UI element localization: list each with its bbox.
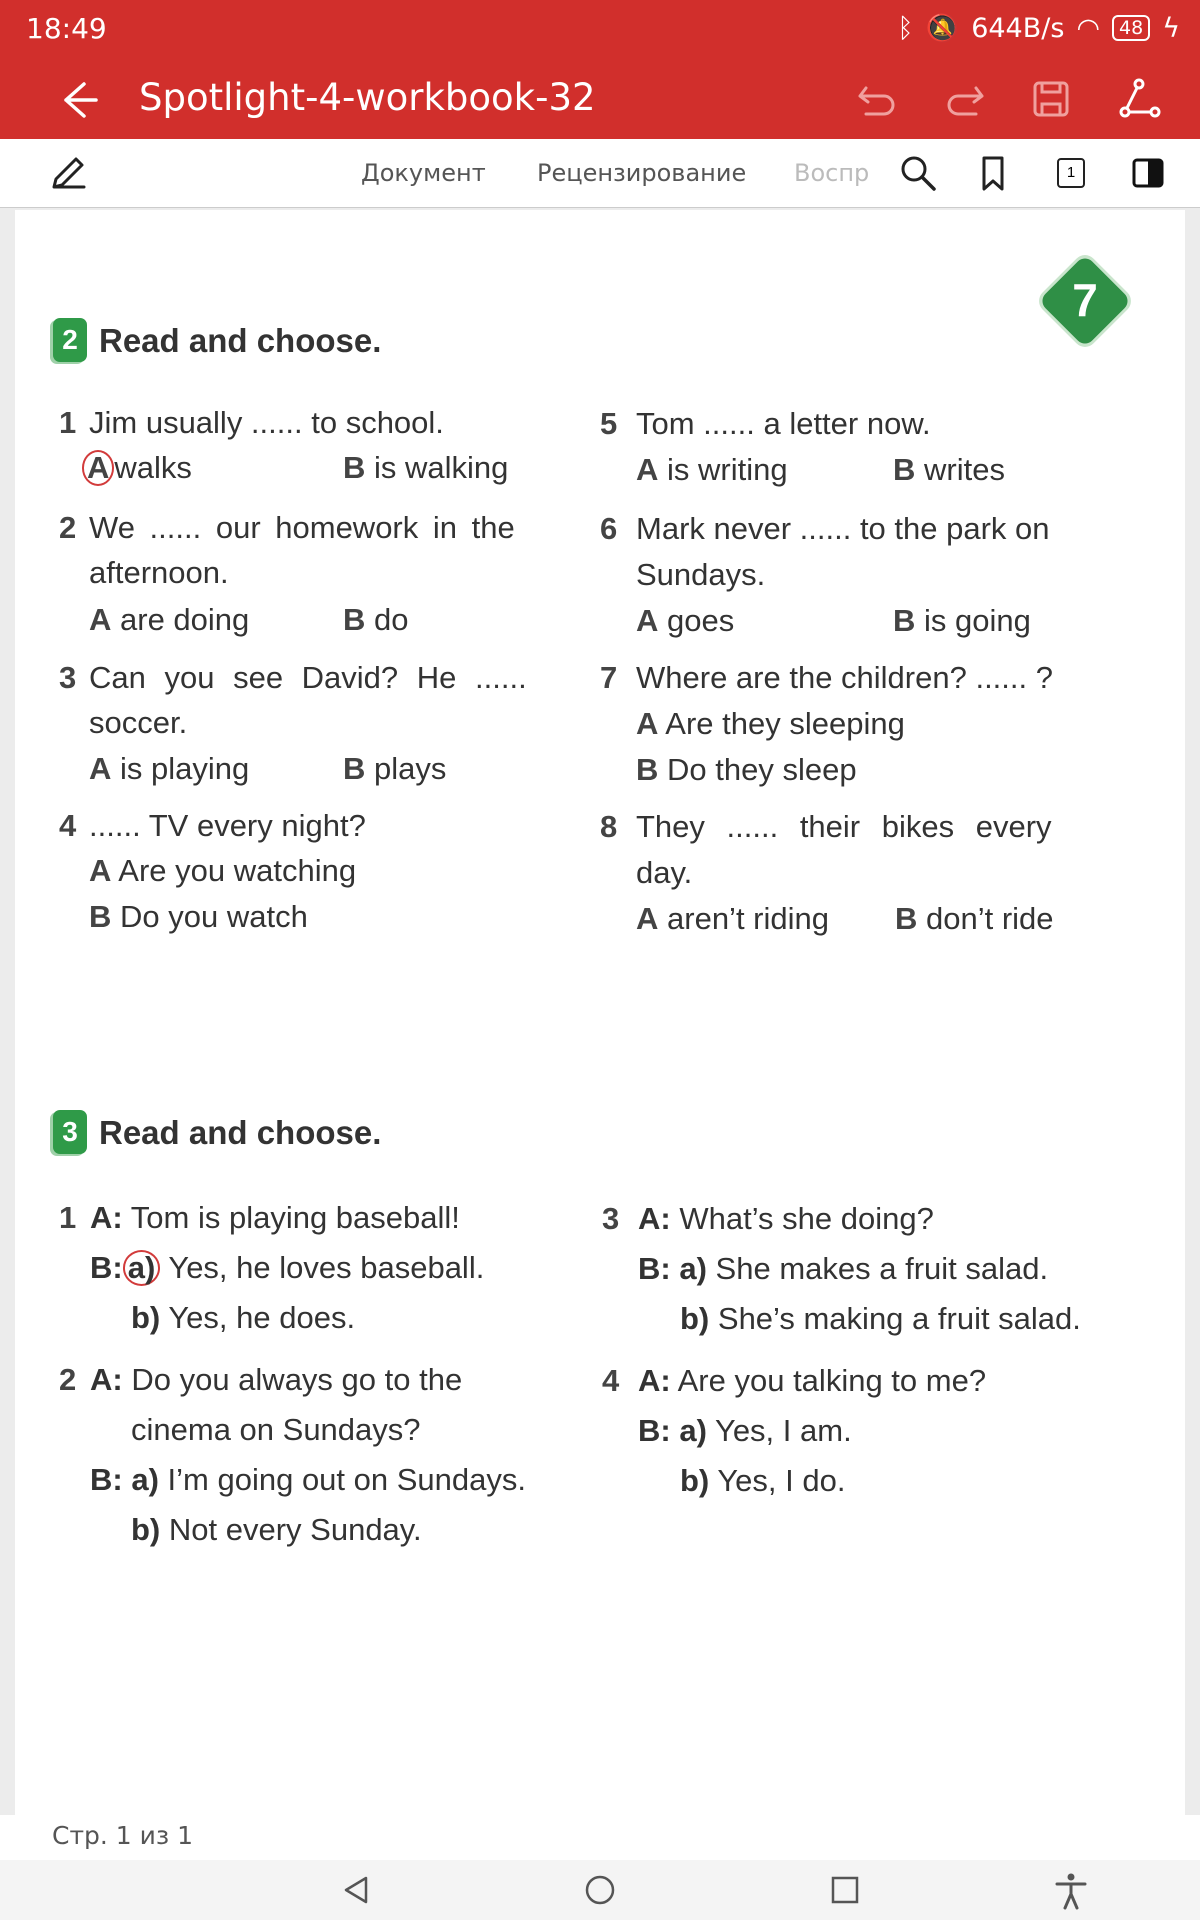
document-title: Spotlight-4-workbook-32 xyxy=(139,76,596,119)
system-nav-bar xyxy=(0,1860,1200,1920)
ex2-item-question: Can you see David? He ...... xyxy=(89,660,527,695)
ex2-option-a: A is playing xyxy=(89,751,250,786)
app-bar xyxy=(0,0,1200,139)
ex2-item-question-cont: day. xyxy=(636,855,693,890)
accessibility-icon[interactable] xyxy=(1051,1870,1091,1910)
ex2-option-a: A are doing xyxy=(89,602,250,637)
bookmark-icon[interactable] xyxy=(973,153,1013,193)
ex2-item-number: 2 xyxy=(59,510,77,545)
ex2-option-a: A Are they sleeping xyxy=(636,706,905,741)
ex3-item-number: 1 xyxy=(59,1200,77,1235)
page-indicator: 1 xyxy=(1057,158,1085,188)
wifi-icon: ◠ xyxy=(1076,12,1100,44)
nav-back-icon[interactable] xyxy=(336,1870,376,1910)
ex3-option-b: b) Not every Sunday. xyxy=(131,1512,422,1547)
ex3-item-number: 4 xyxy=(602,1363,620,1398)
ex2-item-number: 6 xyxy=(600,511,618,546)
ex2-item-number: 3 xyxy=(59,660,77,695)
ex3-line-a: A: Are you talking to me? xyxy=(638,1363,987,1398)
ex2-item-number: 7 xyxy=(600,660,618,695)
exercise-2-badge: 2 xyxy=(53,318,87,362)
ex2-option-b: B Do they sleep xyxy=(636,752,857,787)
ex3-option-b: b) Yes, he does. xyxy=(131,1300,356,1335)
status-indicators xyxy=(897,12,1180,44)
answer-circle: a) xyxy=(123,1250,161,1286)
ex3-line-b: B: a) Yes, he loves baseball. xyxy=(90,1250,485,1285)
bluetooth-icon: ᛒ xyxy=(897,12,914,44)
ex2-item-question-cont: Sundays. xyxy=(636,557,766,592)
ex2-item-question: Jim usually ...... to school. xyxy=(89,405,444,440)
ex2-item-question: We ...... our homework in the xyxy=(89,510,515,545)
page-indicator-button[interactable] xyxy=(1051,153,1091,193)
network-speed: 644B/s xyxy=(971,12,1065,44)
ex3-option-b: b) Yes, I do. xyxy=(680,1463,846,1498)
ex2-item-question: They ...... their bikes every xyxy=(636,809,1052,844)
ex3-line-a: A: What’s she doing? xyxy=(638,1201,934,1236)
ex2-item-question: Where are the children? ...... ? xyxy=(636,660,1053,695)
undo-icon[interactable] xyxy=(852,74,902,124)
ex3-option-b: b) She’s making a fruit salad. xyxy=(680,1301,1081,1336)
nav-home-icon[interactable] xyxy=(580,1870,620,1910)
mute-icon: 🔕 xyxy=(925,13,960,44)
ex2-item-question: Tom ...... a letter now. xyxy=(636,406,931,441)
back-arrow-icon[interactable] xyxy=(50,72,106,128)
ex3-item-number: 3 xyxy=(602,1201,620,1236)
ex2-item-question: Mark never ...... to the park on xyxy=(636,511,1050,546)
document-page xyxy=(15,210,1185,1815)
ex2-option-b: B Do you watch xyxy=(89,899,308,934)
ex3-line-a: A: Tom is playing baseball! xyxy=(90,1200,460,1235)
page-counter: Стр. 1 из 1 xyxy=(52,1821,194,1850)
share-icon[interactable] xyxy=(1115,74,1165,124)
save-icon[interactable] xyxy=(1026,74,1076,124)
toolbar xyxy=(0,139,1200,208)
ex2-option-b: B is going xyxy=(893,603,1031,638)
ex3-line-a: A: Do you always go to the xyxy=(90,1362,463,1397)
ex2-option-a: A Are you watching xyxy=(89,853,357,888)
tab-playback[interactable]: Воспр xyxy=(794,159,870,187)
ex3-line-b: B: a) I’m going out on Sundays. xyxy=(90,1462,526,1497)
ex2-item-question-cont: soccer. xyxy=(89,705,188,740)
pen-edit-icon[interactable] xyxy=(48,153,88,193)
tab-document[interactable]: Документ xyxy=(361,159,486,187)
ex2-option-a: A aren’t riding xyxy=(636,901,829,936)
panel-toggle-icon[interactable] xyxy=(1128,153,1168,193)
ex3-item-number: 2 xyxy=(59,1362,77,1397)
battery-icon: 48 xyxy=(1112,15,1150,41)
exercise-3-heading: Read and choose. xyxy=(99,1114,382,1151)
ex2-item-number: 8 xyxy=(600,809,618,844)
ex2-item-number: 4 xyxy=(59,808,77,843)
exercise-3-badge: 3 xyxy=(53,1110,87,1154)
ex2-option-a: A walks xyxy=(82,450,192,486)
ex2-option-a: A is writing xyxy=(636,452,788,487)
search-icon[interactable] xyxy=(898,153,938,193)
ex2-item-question-cont: afternoon. xyxy=(89,555,229,590)
unit-number: 7 xyxy=(1072,274,1098,326)
ex3-line-a-cont: cinema on Sundays? xyxy=(131,1412,421,1447)
tab-review[interactable]: Рецензирование xyxy=(537,159,747,187)
nav-recents-icon[interactable] xyxy=(825,1870,865,1910)
ex2-option-a: A goes xyxy=(636,603,735,638)
ex3-line-b: B: a) Yes, I am. xyxy=(638,1413,852,1448)
ex2-item-number: 5 xyxy=(600,406,618,441)
ex2-option-b: B plays xyxy=(343,751,447,786)
ex2-item-number: 1 xyxy=(59,405,77,440)
answer-circle: A xyxy=(82,450,114,486)
redo-icon[interactable] xyxy=(940,74,990,124)
ex2-option-b: B do xyxy=(343,602,409,637)
ex2-item-question: ...... TV every night? xyxy=(89,808,366,843)
ex3-line-b: B: a) She makes a fruit salad. xyxy=(638,1251,1049,1286)
exercise-2-heading: Read and choose. xyxy=(99,322,382,359)
ex2-option-b: B is walking xyxy=(343,450,509,485)
ex2-option-b: B don’t ride xyxy=(895,901,1054,936)
unit-number-badge xyxy=(1025,241,1145,361)
status-time: 18:49 xyxy=(26,12,107,45)
charging-icon: ϟ xyxy=(1162,12,1180,44)
ex2-option-b: B writes xyxy=(893,452,1005,487)
